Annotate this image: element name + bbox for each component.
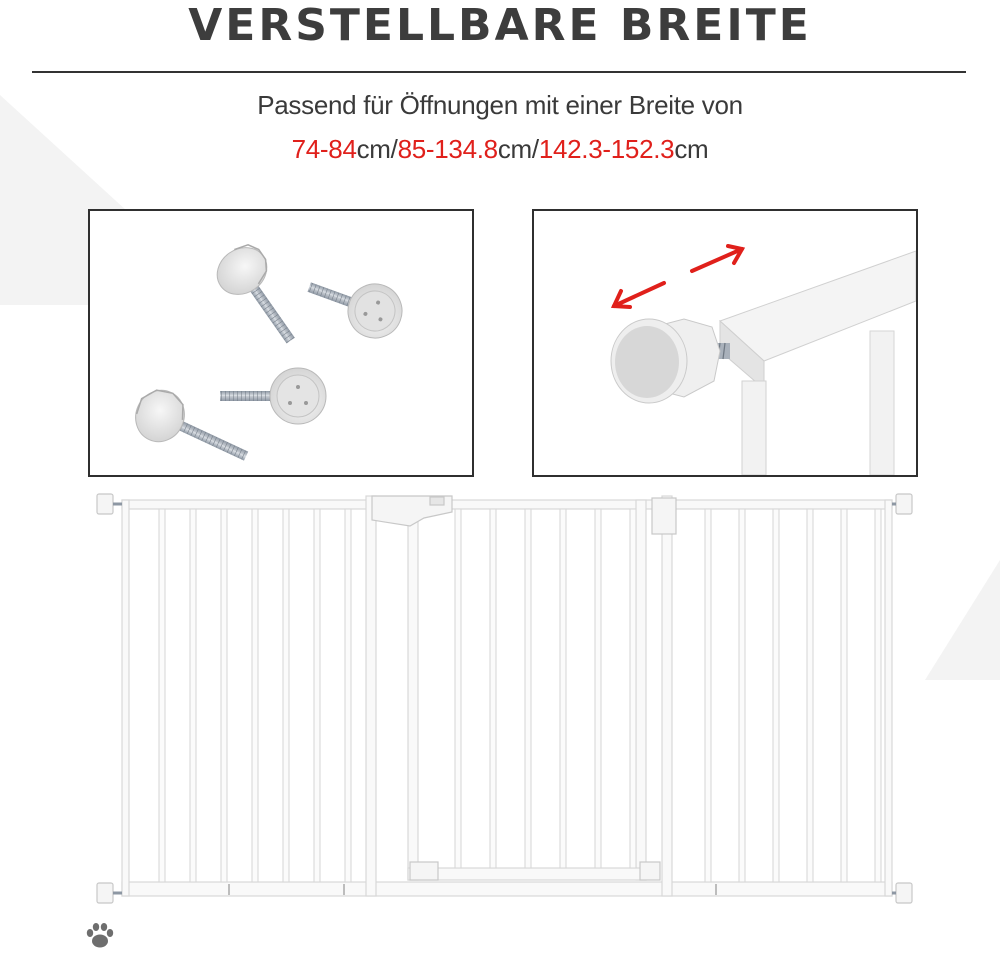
range-3-value: 142.3-152.3: [538, 134, 675, 164]
page-title: VERSTELLBARE BREITE: [188, 0, 812, 51]
gate-bar: [705, 509, 711, 882]
gate-bar: [773, 509, 779, 882]
range-1-value: 74-84: [291, 134, 357, 164]
gate-bar: [560, 509, 566, 868]
range-2-value: 85-134.8: [397, 134, 498, 164]
paw-icon: [85, 922, 115, 950]
gate-bar: [190, 509, 196, 882]
gate-bar: [490, 509, 496, 868]
gate-bar: [875, 509, 881, 882]
range-3-unit: cm: [674, 134, 709, 164]
gate-bar: [221, 509, 227, 882]
gate-bar: [345, 509, 351, 882]
range-1-unit: cm/: [356, 134, 398, 164]
range-2-unit: cm/: [497, 134, 539, 164]
gate-bar: [159, 509, 165, 882]
subtitle-line: Passend für Öffnungen mit einer Breite von: [257, 90, 743, 120]
gate-bar: [595, 509, 601, 868]
gate-bar: [283, 509, 289, 882]
gate-bar: [252, 509, 258, 882]
gate-bar: [455, 509, 461, 868]
gate-bar: [739, 509, 745, 882]
gate-bar: [314, 509, 320, 882]
gate-bar: [807, 509, 813, 882]
gate-bar: [841, 509, 847, 882]
gate-bar: [525, 509, 531, 868]
gate-bar: [630, 509, 636, 868]
